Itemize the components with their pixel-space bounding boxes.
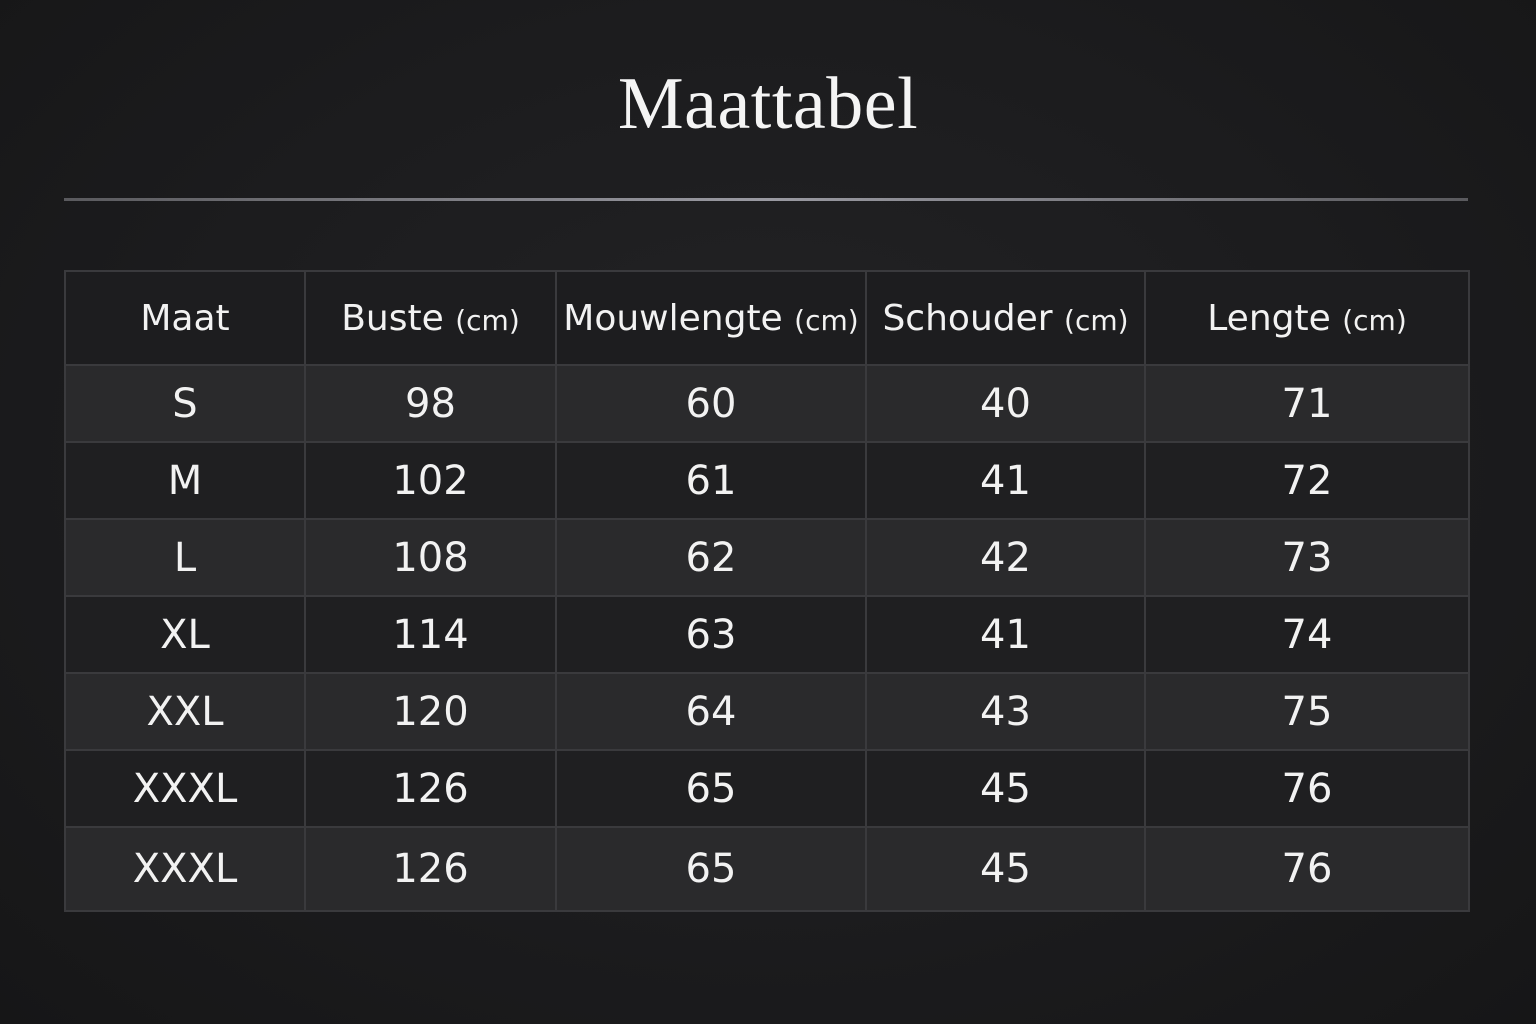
cell-schouder: 43	[866, 673, 1145, 750]
header-buste	[305, 271, 556, 365]
cell-buste: 126	[305, 750, 556, 827]
cell-maat: S	[65, 365, 305, 442]
cell-lengte: 72	[1145, 442, 1469, 519]
cell-lengte: 76	[1145, 827, 1469, 911]
cell-schouder: 45	[866, 750, 1145, 827]
cell-mouwlengte: 63	[556, 596, 866, 673]
header-unit: (cm)	[794, 303, 859, 337]
cell-maat: XL	[65, 596, 305, 673]
cell-lengte: 71	[1145, 365, 1469, 442]
header-unit: (cm)	[455, 303, 520, 337]
size-table	[64, 270, 1470, 912]
cell-lengte: 74	[1145, 596, 1469, 673]
cell-buste: 102	[305, 442, 556, 519]
header-schouder	[866, 271, 1145, 365]
table-row	[65, 365, 1469, 442]
cell-lengte: 76	[1145, 750, 1469, 827]
cell-mouwlengte: 64	[556, 673, 866, 750]
cell-maat: M	[65, 442, 305, 519]
table-row	[65, 442, 1469, 519]
header-label: Schouder	[882, 297, 1053, 339]
cell-buste: 120	[305, 673, 556, 750]
cell-buste: 98	[305, 365, 556, 442]
table-row	[65, 827, 1469, 911]
header-unit: (cm)	[1064, 303, 1129, 337]
cell-buste: 108	[305, 519, 556, 596]
header-label: Maat	[140, 297, 230, 339]
cell-mouwlengte: 65	[556, 827, 866, 911]
header-label: Mouwlengte	[563, 297, 783, 339]
title-divider	[64, 198, 1468, 201]
cell-maat: XXL	[65, 673, 305, 750]
cell-schouder: 45	[866, 827, 1145, 911]
cell-buste: 126	[305, 827, 556, 911]
cell-lengte: 73	[1145, 519, 1469, 596]
table-row	[65, 596, 1469, 673]
cell-schouder: 42	[866, 519, 1145, 596]
cell-mouwlengte: 65	[556, 750, 866, 827]
table-header-row	[65, 271, 1469, 365]
page-title: Maattabel	[617, 63, 919, 145]
cell-maat: XXXL	[65, 750, 305, 827]
table-row	[65, 750, 1469, 827]
cell-lengte: 75	[1145, 673, 1469, 750]
cell-schouder: 41	[866, 596, 1145, 673]
cell-mouwlengte: 62	[556, 519, 866, 596]
header-mouwlengte	[556, 271, 866, 365]
cell-buste: 114	[305, 596, 556, 673]
cell-mouwlengte: 60	[556, 365, 866, 442]
cell-maat: XXXL	[65, 827, 305, 911]
cell-mouwlengte: 61	[556, 442, 866, 519]
header-unit: (cm)	[1342, 303, 1407, 337]
header-maat	[65, 271, 305, 365]
cell-schouder: 41	[866, 442, 1145, 519]
header-lengte	[1145, 271, 1469, 365]
cell-maat: L	[65, 519, 305, 596]
table-row	[65, 519, 1469, 596]
header-label: Lengte	[1207, 297, 1331, 339]
cell-schouder: 40	[866, 365, 1145, 442]
table-row	[65, 673, 1469, 750]
header-label: Buste	[341, 297, 444, 339]
